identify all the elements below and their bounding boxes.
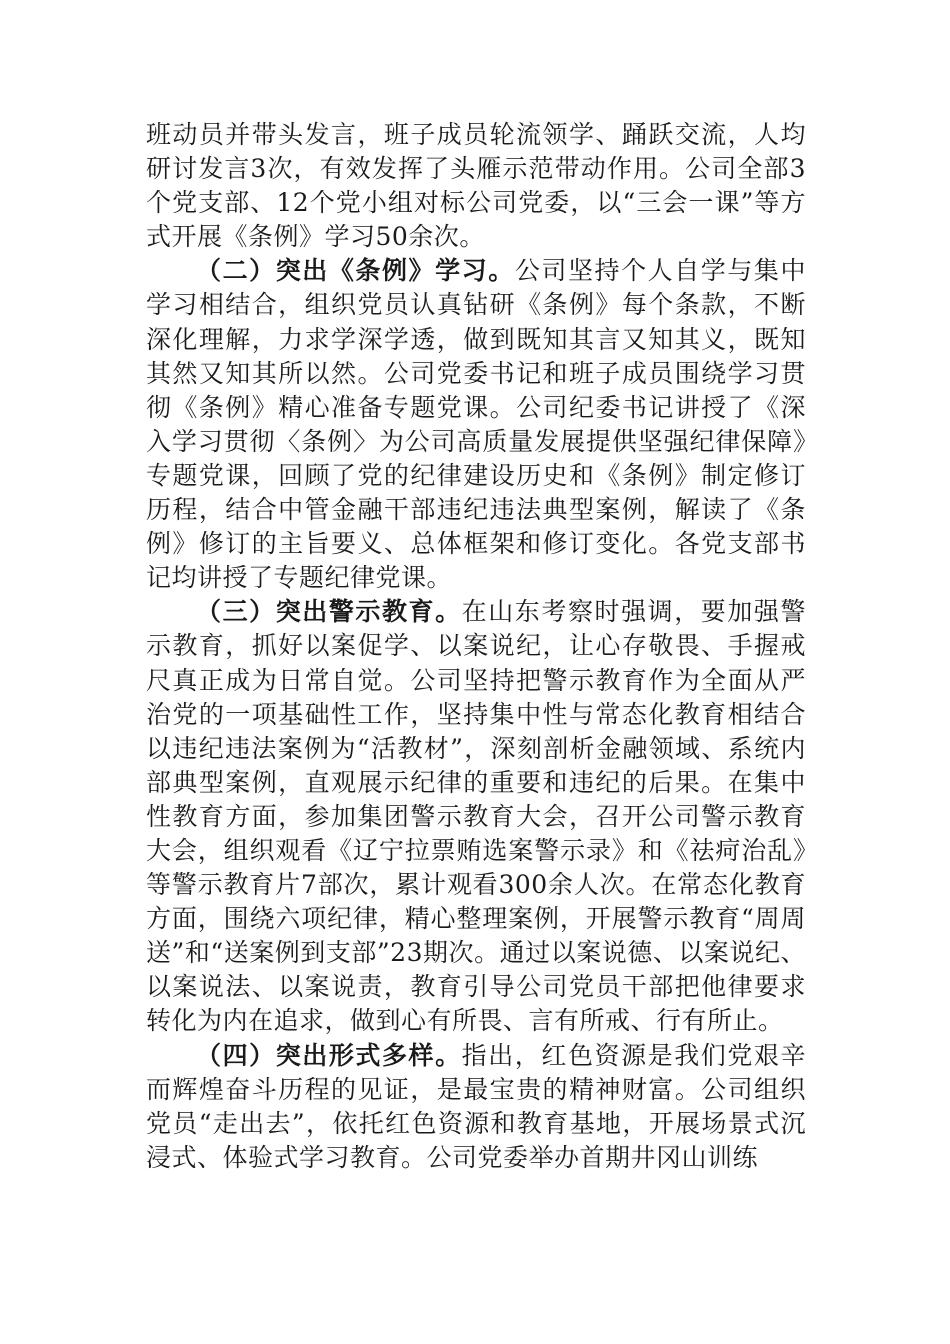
paragraph-body: 在山东考察时强调，要加强警示教育，抓好以案促学、以案说纪，让心存敬畏、手握戒尺真正成为日常自觉。公司坚持把警示教育作为全面从严治党的一项基础性工作，坚持集中性与常态化教育相结合以违纪违法案例为“活教材”，深刻剖析金融领域、系统内部典型案例，直观展示纪律的重要和违纪的后果。在集中性教育方面，参加集团警示教育大会，召开公司警示教育大会，组织观看《辽宁拉票贿选案警示录》和《祛疴治乱》等警示教育片7部次，累计观看300余人次。在常态化教育方面，围绕六项纪律，精心整理案例，开展警示教育“周周送”和“送案例到支部”23期次。通过以案说德、以案说纪、以案说法、以案说责，教育引导公司党员干部把他律要求转化为内在追求，做到心有所畏、言有所戒、行有所止。 bbox=[146, 597, 806, 1036]
paragraph-section-3 bbox=[146, 595, 806, 1038]
paragraph-section-2 bbox=[146, 254, 806, 595]
paragraph-body: 公司坚持个人自学与集中学习相结合，组织党员认真钻研《条例》每个条款，不断深化理解，力求学深学透，做到既知其言又知其义，既知其然又知其所以然。公司党委书记和班子成员围绕学习贯彻《条例》精心准备专题党课。公司纪委书记讲授了《深入学习贯彻〈条例〉为公司高质量发展提供坚强纪律保障》专题党课，回顾了党的纪律建设历史和《条例》制定修订历程，结合中管金融干部违纪违法典型案例，解读了《条例》修订的主旨要义、总体框架和修订变化。各党支部书记均讲授了专题纪律党课。 bbox=[146, 256, 806, 593]
paragraph-body: 指出，红色资源是我们党艰辛而辉煌奋斗历程的见证，是最宝贵的精神财富。公司组织党员“走出去”，依托红色资源和教育基地，开展场景式沉浸式、体验式学习教育。公司党委举办首期井冈山训练 bbox=[146, 1040, 806, 1172]
paragraph-section-4 bbox=[146, 1039, 806, 1175]
document-page bbox=[146, 118, 806, 1175]
paragraph-body: 班动员并带头发言，班子成员轮流领学、踊跃交流，人均研讨发言3次，有效发挥了头雁示范带动作用。公司全部3个党支部、12个党小组对标公司党委，以“三会一课”等方式开展《条例》学习50余次。 bbox=[146, 120, 806, 252]
section-heading: （四）突出形式多样。 bbox=[196, 1040, 462, 1070]
paragraph-continuation bbox=[146, 118, 806, 254]
section-heading: （二）突出《条例》学习。 bbox=[196, 256, 515, 286]
section-heading: （三）突出警示教育。 bbox=[196, 597, 462, 627]
